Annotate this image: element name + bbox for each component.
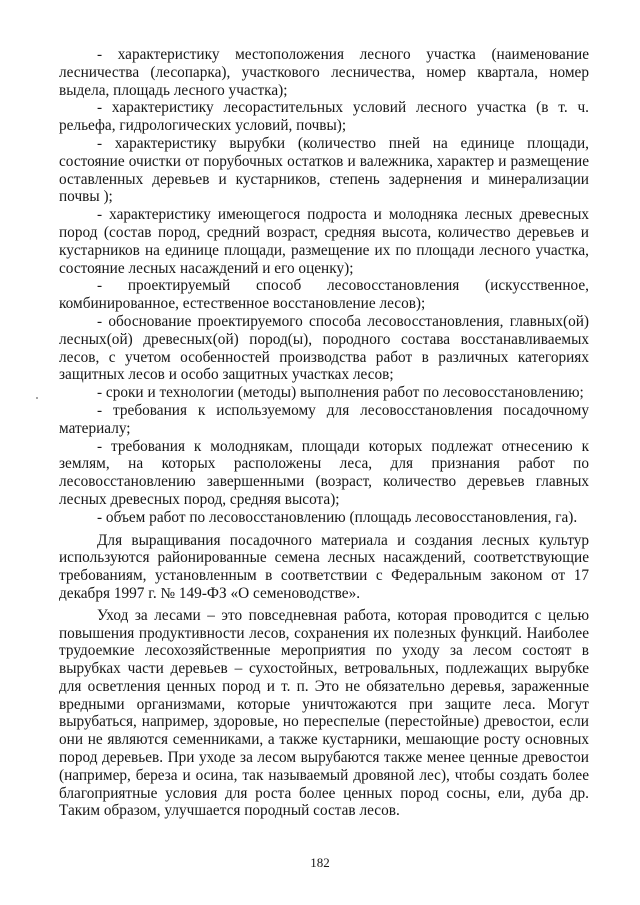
list-item: - характеристику лесорастительных условий лесного участка (в т. ч. рельефа, гидрологических условий, почвы); <box>59 99 589 135</box>
scan-speck <box>36 397 38 399</box>
body-paragraph: Для выращивания посадочного материала и создания лесных культур используются районированные семена лесных насаждений, соответствующие требованиям, установленным в соответствии с Федеральным законом от 17 декабря 1997 г. № 149-ФЗ «О семеноводстве». <box>59 531 589 602</box>
page-content <box>59 46 589 820</box>
page-number: 182 <box>310 855 330 870</box>
list-item: - обоснование проектируемого способа лесовосстановления, главных(ой) лесных(ой) древесных(ой) пород(ы), породного состава восстанавливаемых лесов, с учетом особенностей производства работ в различных категориях защитных лесов и особо защитных участках лесов; <box>59 312 589 384</box>
body-paragraph: Уход за лесами – это повседневная работа, которая проводится с целью повышения продуктивности лесов, сохранения их полезных функций. Наиболее трудоемкие лесохозяйственные мероприятия по уходу за лесом состоят в вырубках части деревьев – сухостойных, ветровальных, подлежащих вырубке для осветления ценных пород и т. п. Это не обязательно деревья, зараженные вредными организмами, которые уничтожаются при защите леса. Могут вырубаться, например, здоровые, но переспелые (перестойные) древостои, если они не являются семенниками, а также кустарники, мешающие росту основных пород деревьев. При уходе за лесом вырубаются также менее ценные древостои (например, береза и осина, так называемый дровяной лес), чтобы создать более благоприятные условия для роста более ценных пород сосны, ели, дуба др. Таким образом, улучшается породный состав лесов. <box>59 606 589 820</box>
list-item: - требования к используемому для лесовосстановления посадочному материалу; <box>59 401 589 437</box>
list-item: - требования к молоднякам, площади которых подлежат отнесению к землям, на которых расположены леса, для признания работ по лесовосстановлению завершенными (возраст, количество деревьев главных лесных древесных пород, средняя высота); <box>59 437 589 508</box>
list-item: - сроки и технологии (методы) выполнения работ по лесовосстановлению; <box>97 384 584 402</box>
list-item: - характеристику вырубки (количество пней на единице площади, состояние очистки от порубочных остатков и валежника, характер и размещение оставленных деревьев и кустарников, степень задернения и минерализации почвы ); <box>59 134 589 206</box>
list-item: - объем работ по лесовосстановлению (площадь лесовосстановления, га). <box>97 508 578 526</box>
list-item: - характеристику имеющегося подроста и молодняка лесных древесных пород (состав пород, средний возраст, средняя высота, количество деревьев и кустарников на единице площади, размещение их по площади лесного участка, состояние лесных насаждений и его оценку); <box>59 206 589 277</box>
list-item: - характеристику местоположения лесного участка (наименование лесничества (лесопарка), участкового лесничества, номер квартала, номер выдела, площадь лесного участка); <box>59 46 589 99</box>
list-item: - проектируемый способ лесовосстановления (искусственное, комбинированное, естественное восстановление лесов); <box>59 277 589 313</box>
